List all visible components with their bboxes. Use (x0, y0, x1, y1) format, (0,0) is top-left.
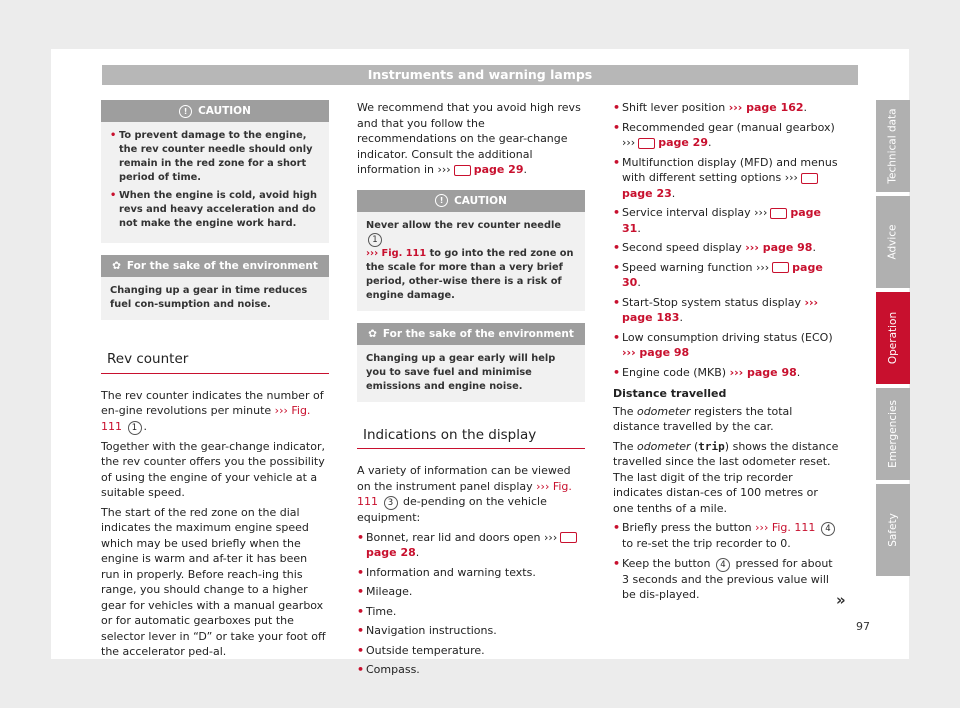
section-title-rev-counter: Rev counter (101, 332, 329, 374)
page-link[interactable]: ››› page 98 (729, 365, 797, 379)
callout-number: 3 (384, 496, 398, 510)
subheading-distance: Distance travelled (613, 387, 727, 400)
section-tabs (876, 100, 910, 580)
text: . (707, 136, 712, 149)
text: Never allow the rev counter needle (366, 219, 561, 231)
tab-safety[interactable] (876, 484, 910, 576)
list-item (613, 520, 841, 552)
list-item (613, 365, 841, 381)
list-item (357, 530, 585, 561)
list-item (613, 240, 841, 256)
text: Shift lever position (622, 101, 729, 114)
fig-link[interactable]: ››› Fig. 111 (101, 404, 311, 433)
page-link[interactable]: ››› page 98 (745, 241, 813, 254)
tab-advice[interactable] (876, 196, 910, 288)
text: . (796, 365, 801, 379)
caution-header (101, 100, 329, 122)
continue-mark: » (836, 591, 846, 609)
caution-icon: ! (435, 194, 448, 207)
text: to go into the red zone on the scale for more than a very brief period, other-wise there is a risk of engine damage. (366, 247, 574, 301)
display-info-list (357, 530, 585, 678)
text: The (613, 404, 637, 418)
fig-link[interactable]: ››› Fig. 111 (366, 247, 427, 259)
paragraph: Together with the gear-change indicator, the rev counter offers you the possibility of using the engine of your vehicle at a suitable speed. (101, 439, 325, 499)
callout-number: 1 (368, 233, 382, 247)
text: pressed for about 3 seconds and the previous value will be dis-played. (622, 556, 833, 601)
environment-header (357, 323, 585, 345)
list-item: • Mileage. (357, 584, 585, 600)
tab-label: Advice (887, 224, 899, 260)
text: . (671, 186, 676, 200)
environment-text: Changing up a gear early will help you to save fuel and minimise emissions and engine noise. (366, 352, 556, 392)
list-item (613, 556, 841, 603)
book-icon (770, 208, 787, 219)
list-item (613, 330, 841, 361)
tab-operation[interactable] (876, 292, 910, 384)
list-item: • Time. (357, 604, 585, 620)
text: de-pending on the vehicle equipment: (357, 495, 547, 524)
caution-box (101, 100, 329, 243)
callout-number: 4 (821, 522, 835, 536)
text: Start-Stop system status display (622, 295, 805, 309)
page-link[interactable]: page 28 (366, 546, 416, 559)
caution-body (357, 212, 585, 311)
text: . (143, 419, 147, 433)
environment-body (357, 345, 585, 402)
environment-title: For the sake of the environment (382, 327, 574, 340)
environment-box (357, 323, 585, 402)
page-link[interactable]: ››› page 98 (622, 346, 690, 359)
caution-item: • To prevent damage to the engine, the rev counter needle should only remain in the red zone for a short period of time. (110, 129, 320, 185)
text: to re-set the trip recorder to 0. (622, 537, 791, 550)
list-item (613, 205, 841, 236)
list-item (613, 260, 841, 291)
term: odometer (636, 439, 691, 453)
section-title-indications: Indications on the display (357, 414, 585, 450)
list-item: • Outside temperature. (357, 643, 585, 659)
text: Low consumption driving status (ECO) (622, 330, 833, 344)
paragraph (357, 100, 585, 178)
text: . (415, 546, 420, 559)
tab-emergencies[interactable] (876, 388, 910, 480)
term: odometer (636, 404, 691, 418)
text: Service interval display ››› (622, 206, 768, 219)
column-1 (101, 100, 329, 664)
list-item: • Information and warning texts. (357, 565, 585, 581)
text: Speed warning function ››› (622, 260, 770, 274)
list-item (613, 295, 841, 326)
text: . (679, 311, 683, 324)
leaf-icon: ✿ (368, 327, 377, 340)
page-link[interactable]: ››› page 183 (622, 295, 819, 324)
tab-label: Operation (887, 311, 900, 365)
paragraph: The start of the red zone on the dial indicates the maximum engine speed which may be used briefly when the engine is warm and af-ter it has been run in properly. Before reach-ing this range, you should change to a higher gear for vehicles with a manual gearbox or for automatic gearboxes put the selector lever in “D” or take your foot off the accelerator ped-al. (101, 505, 326, 658)
fig-link[interactable]: ››› Fig. 111 (357, 479, 572, 508)
page-link[interactable]: page 30 (622, 260, 823, 289)
text: . (812, 241, 816, 254)
list-item (613, 155, 841, 202)
text: ( (690, 439, 699, 453)
callout-number: 1 (128, 421, 142, 435)
book-icon (560, 532, 577, 543)
book-icon (638, 138, 655, 149)
callout-number: 4 (716, 558, 730, 572)
paragraph (613, 439, 841, 517)
text: We recommend that you avoid high revs and that you follow the recommendations on the gear-change indicator. Consult the additional information in ››› (357, 101, 581, 176)
display-info-list-continued (613, 100, 841, 380)
tab-technical-data[interactable] (876, 100, 910, 192)
text: Briefly press the button (622, 521, 756, 534)
list-item (613, 100, 841, 116)
text: ) shows the distance travelled since the last odometer reset. The last digit of the trip recorder indicates distan-ces of 100 metres or one tenths of a mile. (613, 439, 839, 515)
list-item: • Navigation instructions. (357, 623, 585, 639)
page-link[interactable]: page 23 (622, 186, 672, 200)
text: Recommended gear (manual gearbox) ››› (622, 120, 835, 149)
page-header: Instruments and warning lamps (102, 65, 858, 85)
book-icon (801, 173, 818, 184)
list-item (613, 120, 841, 151)
environment-title: For the sake of the environment (126, 260, 318, 272)
paragraph (101, 388, 329, 435)
page-number: 97 (856, 620, 870, 633)
text: Second speed display (622, 241, 746, 254)
text: . (803, 101, 808, 114)
caution-title: CAUTION (454, 194, 507, 207)
text: Keep the button (622, 556, 715, 570)
page-link[interactable]: page 31 (622, 206, 821, 235)
text: . (637, 221, 641, 235)
book-icon (772, 262, 789, 273)
tab-label: Emergencies (887, 400, 900, 468)
text: A variety of information can be viewed on the instrument panel display (357, 464, 571, 493)
leaf-icon: ✿ (112, 260, 121, 272)
tab-label: Safety (887, 513, 899, 547)
paragraph (357, 463, 585, 526)
caution-header (357, 190, 585, 212)
book-icon (454, 165, 471, 176)
page-link[interactable]: page 29 (473, 163, 524, 176)
caution-item: • When the engine is cold, avoid high revs and heavy acceleration and do not make the engine work hard. (110, 189, 320, 231)
text: . (637, 276, 641, 289)
paragraph (613, 404, 841, 435)
column-2 (357, 100, 585, 682)
fig-link[interactable]: ››› Fig. 111 (755, 521, 816, 534)
text: Engine code (MKB) (622, 365, 730, 379)
page-link[interactable]: page 29 (658, 136, 708, 149)
text: registers the total distance travelled by the car. (613, 404, 793, 433)
text: Multifunction display (MFD) and menus with different setting options ››› (622, 155, 838, 184)
text: . (523, 163, 527, 176)
caution-icon: ! (179, 105, 192, 118)
text: Bonnet, rear lid and doors open ››› (366, 530, 558, 544)
text: The rev counter indicates the number of en-gine revolutions per minute (101, 388, 324, 417)
display-text: trip (698, 439, 725, 453)
environment-box (101, 255, 329, 320)
environment-text: Changing up a gear in time reduces fuel con-sumption and noise. (110, 285, 308, 310)
text: The (613, 439, 637, 453)
environment-body (101, 277, 329, 320)
environment-header (101, 255, 329, 277)
tab-label: Technical data (887, 108, 900, 184)
caution-box (357, 190, 585, 311)
page-link[interactable]: ››› page 162 (728, 101, 804, 114)
column-3 (613, 100, 841, 607)
list-item: • Compass. (357, 662, 585, 678)
trip-steps-list (613, 520, 841, 603)
caution-body (101, 122, 329, 243)
caution-title: CAUTION (198, 105, 251, 117)
